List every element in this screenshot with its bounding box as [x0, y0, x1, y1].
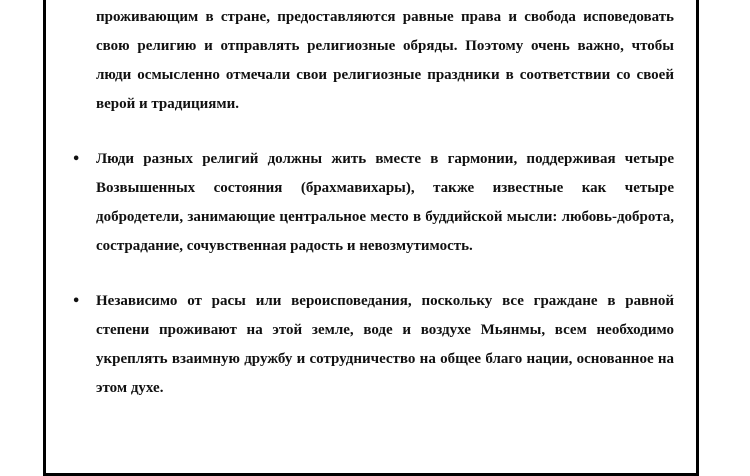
document-text-body	[72, 0, 674, 403]
continued-paragraph: проживающим в стране, предоставляются равные права и свобода исповедовать свою религию и отправлять религиозные обряды. Поэтому очень важно, чтобы люди осмысленно отмечали свои религиозные праздники в соответствии со своей верой и традициями.	[96, 9, 674, 112]
bullet-marker: •	[72, 294, 81, 309]
bullet-item-friendship	[72, 287, 674, 403]
bullet-text: Люди разных религий должны жить вместе в гармонии, поддерживая четыре Возвышенных состояния (брахмавихары), также известные как четыре добродетели, занимающие центральное место в буддийской мысли: любовь-доброта, сострадание, сочувственная радость и невозмутимость.	[96, 151, 674, 254]
bullet-item-harmony	[72, 145, 674, 261]
bullet-marker: •	[72, 152, 81, 167]
bullet-text: Независимо от расы или вероисповедания, поскольку все граждане в равной степени проживают на этой земле, воде и воздухе Мьянмы, всем необходимо укреплять взаимную дружбу и сотрудничество на общее благо нации, основанное на этом духе.	[96, 293, 674, 396]
